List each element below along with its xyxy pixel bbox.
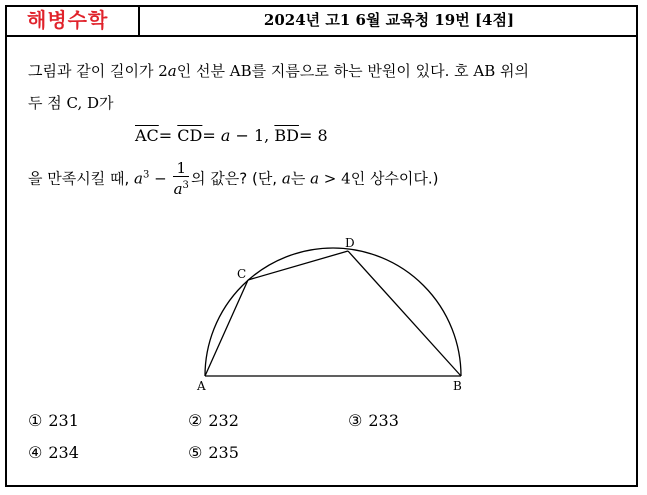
problem-line-2 <box>28 92 114 113</box>
text: = <box>202 126 221 145</box>
choice-value: 235 <box>208 443 239 462</box>
math-number: 2 <box>158 62 168 80</box>
point-label-d: D <box>345 236 355 250</box>
text: 그림과 같이 길이가 <box>28 62 159 80</box>
text: 위의 <box>495 62 529 80</box>
choice-number-icon: ② <box>188 411 203 430</box>
math-segment-ac: $\overline{AC}$ <box>135 126 159 145</box>
fraction-denominator <box>173 177 189 198</box>
text: 을 만족시킬 때, <box>28 169 135 188</box>
math-segment-bd: $\overline{BD}$ <box>274 126 299 145</box>
point-label-c: C <box>237 267 247 281</box>
choice-value: 233 <box>368 411 399 430</box>
text: 는 <box>290 169 311 188</box>
math-exponent: 3 <box>182 180 189 191</box>
text: − 1, <box>230 126 275 145</box>
math-variable: a <box>173 180 183 198</box>
choice-number-icon: ④ <box>28 443 43 462</box>
point-label-b: B <box>453 379 462 393</box>
math-exponent: 3 <box>142 169 150 181</box>
equation-line <box>135 126 328 145</box>
math-variable: a <box>220 126 231 145</box>
math-condition: > 4 <box>319 169 351 188</box>
text: 를 지름으로 하는 반원이 있다. 호 <box>251 62 474 80</box>
choice-5[interactable] <box>188 443 239 462</box>
text: = <box>158 126 178 145</box>
text: 의 값은? (단, <box>191 169 282 188</box>
choice-3[interactable] <box>348 411 399 430</box>
text: − <box>149 169 172 188</box>
text: = 8 <box>298 126 328 145</box>
point-label-a: A <box>197 379 206 393</box>
choice-value: 232 <box>208 411 239 430</box>
choice-4[interactable] <box>28 443 79 462</box>
math-variable: a <box>310 169 320 188</box>
text: 인 선분 <box>176 62 230 80</box>
math-arc: AB <box>473 62 496 80</box>
fraction-numerator: 1 <box>173 160 189 177</box>
choice-number-icon: ③ <box>348 411 363 430</box>
problem-line-4 <box>28 160 439 198</box>
chord-cd <box>248 251 348 280</box>
text: 두 점 <box>28 94 67 112</box>
semicircle-figure <box>195 230 475 395</box>
math-segment: AB <box>229 62 252 80</box>
choice-value: 231 <box>48 411 79 430</box>
choice-number-icon: ⑤ <box>188 443 203 462</box>
math-points: C, D <box>66 94 100 112</box>
chord-ac <box>205 280 248 376</box>
fraction <box>173 160 189 198</box>
text: 인 상수이다.) <box>350 169 439 188</box>
math-variable: a <box>167 62 177 80</box>
choice-number-icon: ① <box>28 411 43 430</box>
math-segment-cd: $\overline{CD}$ <box>177 126 203 145</box>
text: 가 <box>99 94 114 112</box>
math-variable: a <box>134 169 143 188</box>
problem-source: 2024년 고1 6월 교육청 19번 [4점] <box>263 11 515 29</box>
choice-2[interactable] <box>188 411 239 430</box>
math-variable: a <box>281 169 291 188</box>
header <box>5 5 638 37</box>
choice-value: 234 <box>48 443 79 462</box>
choice-1[interactable] <box>28 411 79 430</box>
brand-title: 해병수학 <box>5 5 140 35</box>
problem-line-1 <box>28 60 529 81</box>
